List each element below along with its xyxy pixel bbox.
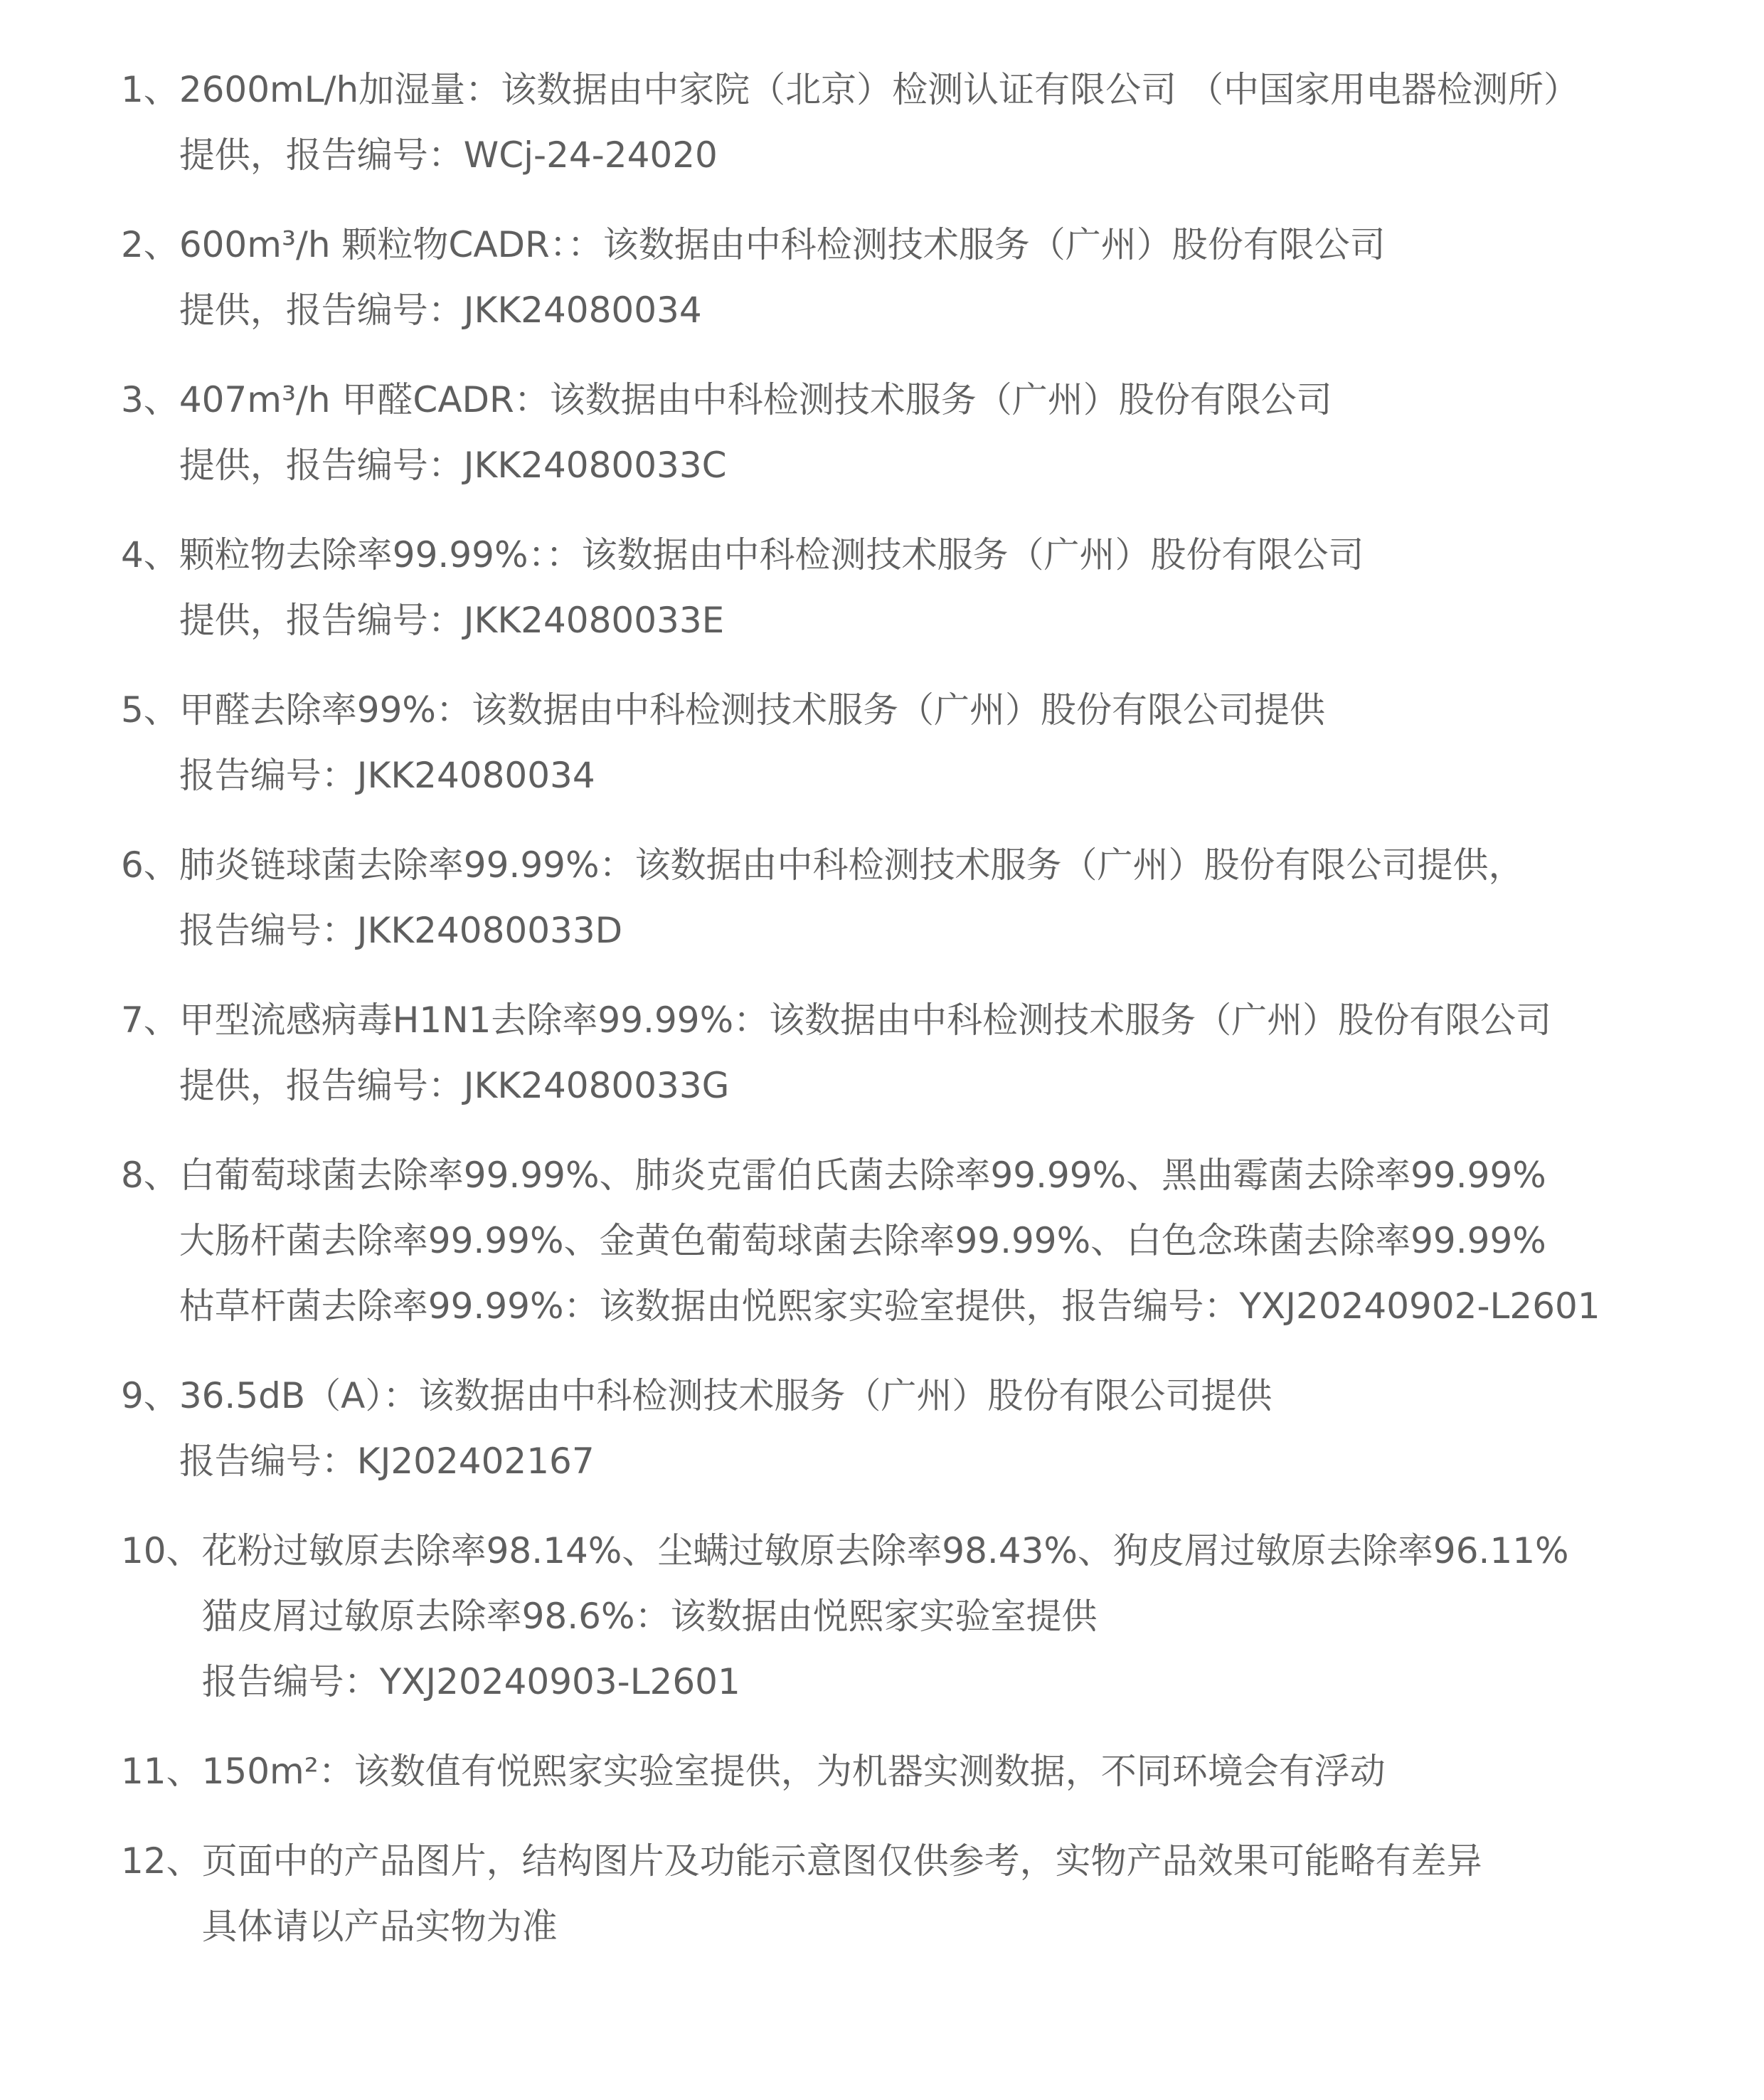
footnote-item bbox=[121, 677, 1700, 808]
footnote-number: 9、 bbox=[121, 1375, 179, 1416]
footnote-item bbox=[121, 1518, 1700, 1714]
footnote-line: 报告编号：KJ202402167 bbox=[179, 1441, 595, 1482]
footnote-line: 肺炎链球菌去除率99.99%：该数据由中科检测技术服务（广州）股份有限公司提供， bbox=[179, 844, 1524, 886]
footnote-number: 1、 bbox=[121, 69, 179, 110]
footnote-text bbox=[202, 1828, 1482, 1959]
footnote-line: 提供，报告编号：JKK24080033G bbox=[179, 1065, 730, 1106]
footnote-line: 600m³/h 颗粒物CADR：：该数据由中科检测技术服务（广州）股份有限公司 bbox=[179, 224, 1386, 265]
footnote-text bbox=[179, 987, 1551, 1118]
footnote-text bbox=[202, 1518, 1569, 1714]
footnote-line: 36.5dB（A）：该数据由中科检测技术服务（广州）股份有限公司提供 bbox=[179, 1375, 1272, 1416]
footnote-number: 8、 bbox=[121, 1155, 179, 1196]
footnote-text bbox=[179, 57, 1579, 188]
footnote-text bbox=[179, 522, 1364, 653]
footnote-number: 11、 bbox=[121, 1751, 202, 1792]
footnote-item bbox=[121, 212, 1700, 343]
footnote-line: 提供，报告编号：JKK24080033E bbox=[179, 600, 725, 641]
footnote-number: 5、 bbox=[121, 689, 179, 731]
footnote-line: 甲型流感病毒H1N1去除率99.99%：该数据由中科检测技术服务（广州）股份有限公司 bbox=[179, 999, 1552, 1041]
footnote-number: 12、 bbox=[121, 1840, 202, 1882]
footnote-item bbox=[121, 367, 1700, 498]
footnote-line: 猫皮屑过敏原去除率98.6%：该数据由悦熙家实验室提供 bbox=[201, 1596, 1098, 1637]
footnote-line: 白葡萄球菌去除率99.99%、肺炎克雷伯氏菌去除率99.99%、黑曲霉菌去除率99.99% bbox=[179, 1155, 1546, 1196]
footnote-text bbox=[179, 367, 1332, 498]
footnote-number: 7、 bbox=[121, 999, 179, 1041]
footnote-item bbox=[121, 1739, 1700, 1804]
footnote-text bbox=[202, 1739, 1386, 1804]
footnote-item bbox=[121, 1142, 1700, 1339]
footnote-number: 3、 bbox=[121, 379, 179, 420]
footnote-line: 2600mL/h加湿量：该数据由中家院（北京）检测认证有限公司 （中国家用电器检测所） bbox=[179, 69, 1580, 110]
footnote-line: 提供，报告编号：JKK24080033C bbox=[179, 445, 727, 486]
footnote-line: 407m³/h 甲醛CADR：该数据由中科检测技术服务（广州）股份有限公司 bbox=[179, 379, 1332, 420]
footnote-item bbox=[121, 57, 1700, 188]
footnote-line: 提供，报告编号：JKK24080034 bbox=[179, 290, 702, 331]
footnote-text bbox=[179, 1142, 1600, 1339]
footnote-item bbox=[121, 1363, 1700, 1494]
footnote-line: 提供，报告编号：WCj-24-24020 bbox=[179, 134, 718, 176]
footnote-line: 150m²：该数值有悦熙家实验室提供，为机器实测数据，不同环境会有浮动 bbox=[201, 1751, 1386, 1792]
footnote-number: 10、 bbox=[121, 1530, 202, 1571]
footnote-line: 报告编号：YXJ20240903-L2601 bbox=[201, 1661, 740, 1702]
footnote-line: 大肠杆菌去除率99.99%、金黄色葡萄球菌去除率99.99%、白色念珠菌去除率99.99% bbox=[179, 1220, 1546, 1261]
footnote-number: 4、 bbox=[121, 534, 179, 576]
footnote-line: 颗粒物去除率99.99%：：该数据由中科检测技术服务（广州）股份有限公司 bbox=[179, 534, 1364, 576]
footnote-number: 2、 bbox=[121, 224, 179, 265]
footnote-number: 6、 bbox=[121, 844, 179, 886]
footnote-line: 花粉过敏原去除率98.14%、尘螨过敏原去除率98.43%、狗皮屑过敏原去除率96.11% bbox=[201, 1530, 1569, 1571]
footnote-line: 甲醛去除率99%：该数据由中科检测技术服务（广州）股份有限公司提供 bbox=[179, 689, 1325, 731]
footnote-item bbox=[121, 832, 1700, 963]
footnote-line: 报告编号：JKK24080033D bbox=[179, 910, 623, 951]
footnote-text bbox=[179, 677, 1325, 808]
footnote-text bbox=[179, 212, 1386, 343]
footnote-line: 页面中的产品图片，结构图片及功能示意图仅供参考，实物产品效果可能略有差异 bbox=[201, 1840, 1482, 1882]
footnote-item bbox=[121, 522, 1700, 653]
footnote-item bbox=[121, 987, 1700, 1118]
footnote-item bbox=[121, 1828, 1700, 1959]
footnote-line: 报告编号：JKK24080034 bbox=[179, 755, 595, 796]
footnote-text bbox=[179, 832, 1524, 963]
footnote-line: 枯草杆菌去除率99.99%：该数据由悦熙家实验室提供，报告编号：YXJ20240902-L2601 bbox=[179, 1285, 1600, 1327]
footnote-line: 具体请以产品实物为准 bbox=[201, 1906, 558, 1947]
footnote-text bbox=[179, 1363, 1272, 1494]
footnote-list bbox=[121, 57, 1700, 1983]
